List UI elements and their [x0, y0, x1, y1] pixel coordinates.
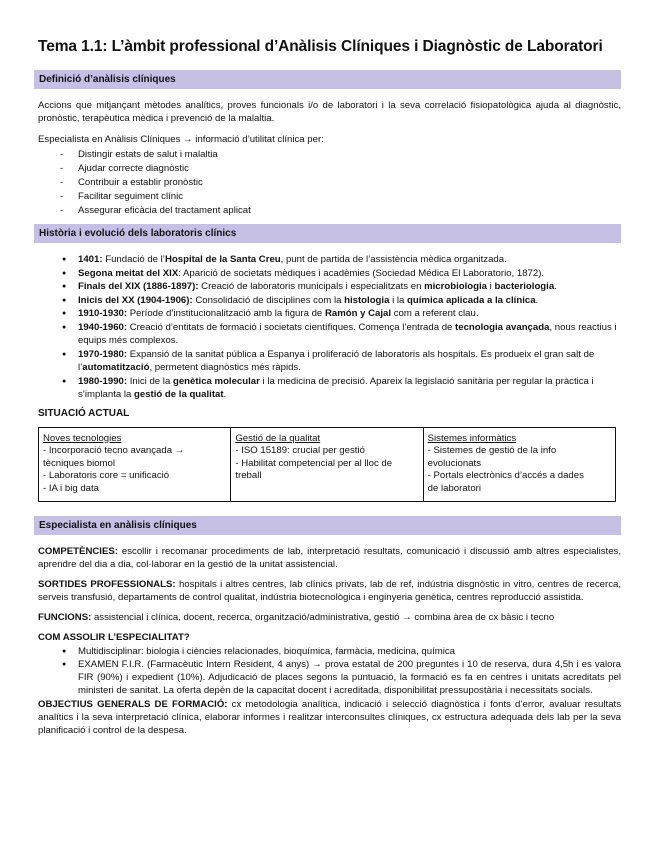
table-cell-line: evolucionats — [427, 457, 481, 469]
list-item: - Contribuir a establir pronòstic — [60, 176, 621, 190]
sortides-paragraph: SORTIDES PROFESSIONALS: hospitals i altres centres, lab clínics privats, lab de ref, indústria disgnòstic in vitro, centres de recerca, serveis transfusió, departaments de control qualitat, indústria biotecnològica i enginyeria genètica, centres reproducció assistida. — [38, 579, 622, 603]
history-item-inicis-xx: ● Inicis del XX (1904-1906): Consolidació de disciplines com la histologia i la química aplicada a la clínica. — [60, 294, 621, 308]
list-item: - Distingir estats de salut i malaltia — [60, 148, 621, 162]
table-cell-line: - Sistemes de gestió de la info — [427, 445, 557, 456]
table-cell-line: - IA i big data — [43, 482, 99, 494]
situacio-table — [38, 427, 616, 503]
specialist-intro: Especialista en Anàlisis Clíniques → informació d’utilitat clínica per: — [38, 134, 324, 145]
table-cell-heading: Noves tecnologies — [43, 432, 122, 444]
history-item-xix: ● Segona meitat del XIX: Aparició de societats mèdiques i acadèmies (Sociedad Médica El Laboratorio, 1872). — [60, 267, 621, 281]
competencies-paragraph: COMPETÈNCIES: escollir i recomanar procediments de lab, interpretació resultats, comunicació i discussió amb altres especialistes, aprendre del dia a dia, col·laborar en la gestió de la unitat assistencial. — [38, 546, 621, 570]
table-cell-heading: Sistemes informàtics — [427, 432, 517, 444]
table-cell-heading: Gestió de la qualitat — [235, 432, 321, 444]
table-cell-line: - ISO 15189: crucial per gestió — [235, 445, 365, 456]
table-cell-line: - Laboratoris core = unificació — [43, 470, 170, 481]
situacio-actual-heading: SITUACIÓ ACTUAL — [38, 407, 130, 419]
objectius-paragraph: OBJECTIUS GENERALS DE FORMACIÓ: cx metodologia analítica, indicació i selecció diagnòstica i fonts d’error, avaluar resultats analítics i la seva interpretació clínica, elaborar informes i realitzar interconsultes clíniques, cx estructura adequada dels lab per la seva planificació i control de la despesa. — [38, 699, 621, 736]
table-cell-line: tècniques biomol — [43, 457, 115, 469]
section-header-historia: Història i evolució dels laboratoris clínics — [34, 224, 621, 243]
history-list — [34, 253, 621, 402]
table-cell-informatics — [423, 427, 615, 502]
history-item-1970: ● 1970-1980: Expansió de la sanitat pública a Espanya i proliferació de laboratoris als hospitals. Es produeix el gran salt de l’automatització, permetent diagnòstics més ràpids. — [60, 348, 621, 375]
history-item-1940: ● 1940-1960: Creació d’entitats de formació i societats científiques. Comença l’entrada de tecnologia avançada, nous reactius i equips més complexos. — [60, 321, 621, 348]
section-header-especialista: Especialista en anàlisis clíniques — [34, 516, 621, 535]
history-item-1980: ● 1980-1990: Inici de la genètica molecular i la medicina de precisió. Apareix la legislació sanitària per regular la pràctica i s’implanta la gestió de la qualitat. — [60, 375, 621, 402]
assolir-list — [34, 645, 621, 697]
list-item: - Ajudar correcte diagnòstic — [60, 162, 621, 176]
page-title: Tema 1.1: L’àmbit professional d’Anàlisis Clíniques i Diagnòstic de Laboratori — [38, 38, 603, 55]
list-item: - Assegurar eficàcia del tractament aplicat — [60, 204, 621, 218]
definition-paragraph: Accions que mitjançant mètodes analítics, proves funcionals i/o de laboratori i la seva correlació fisiopatològica ajuda al diagnòstic, pronòstic, terapèutica mèdica i prevenció de la malaltia. — [38, 100, 621, 124]
funcions-paragraph: FUNCIONS: assistencial i clínica, docent, recerca, organització/administrativa, gestió → combina àrea de cx bàsic i tecno — [38, 612, 555, 623]
table-cell-line: - Portals electrònics d’accés a dades — [427, 470, 584, 481]
table-cell-line: - Habilitat competencial per al lloc de — [235, 457, 393, 469]
table-cell-qualitat — [231, 427, 423, 502]
table-cell-tecnologies — [39, 427, 231, 502]
assolir-heading: COM ASSOLIR L’ESPECIALITAT? — [38, 632, 190, 643]
table-cell-line: treball — [235, 470, 262, 481]
list-item: ● EXAMEN F.I.R. (Farmacèutic Intern Resident, 4 anys) → prova estatal de 200 preguntes i 10 de reserva, dura 4,5h i es valora FIR (90%) i expedient (10%). Adjudicació de places segons la puntuació, la formació es fa en centres i unitats acreditats pel ministeri de sanitat. La oferta depèn de la capacitat docent i acreditada, disponibilitat pressupostària i necessitats socials. — [60, 658, 621, 697]
table-cell-line: de laboratori — [427, 482, 481, 494]
history-item-1401: ● 1401: Fundació de l’Hospital de la Santa Creu, punt de partida de l’assistència mèdica organitzada. — [60, 253, 621, 267]
section-header-definicio: Definició d’anàlisis clíniques — [34, 70, 621, 89]
list-item: - Facilitar seguiment clínic — [60, 190, 621, 204]
table-cell-line: - Incorporació tecno avançada → — [43, 445, 185, 456]
list-item: ● Multidisciplinar: biologia i ciències relacionades, bioquímica, farmàcia, medicina, química — [60, 645, 621, 658]
history-item-1910: ● 1910-1930: Període d’institucionalització amb la figura de Ramón y Cajal com a referent clau. — [60, 307, 621, 321]
history-item-finals-xix: ● Finals del XIX (1886-1897): Creació de laboratoris municipals i especialitzats en microbiologia i bacteriologia. — [60, 280, 621, 294]
utility-list — [34, 148, 621, 218]
